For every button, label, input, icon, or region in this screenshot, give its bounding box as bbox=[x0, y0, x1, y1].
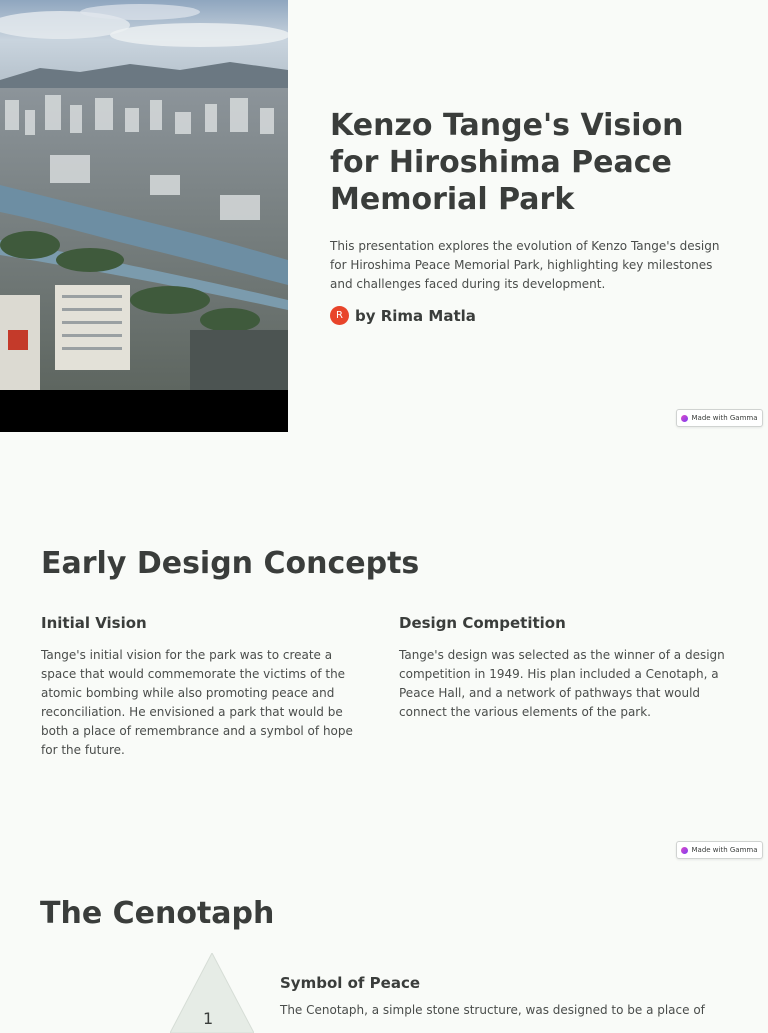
made-with-gamma-badge[interactable] bbox=[676, 841, 763, 859]
presentation-intro: This presentation explores the evolution of Kenzo Tange's design for Hiroshima Peace Memorial Park, highlighting key milestones and challenges faced during its development. bbox=[330, 239, 720, 291]
author-byline[interactable] bbox=[330, 306, 476, 325]
column-text-initial-vision: Tange's initial vision for the park was to create a space that would commemorate the victims of the atomic bombing while also promoting peace and reconciliation. He envisioned a park that would be both a place of remembrance and a symbol of hope for the future. bbox=[41, 648, 353, 757]
cenotaph-slide bbox=[0, 864, 768, 1028]
gamma-logo-icon bbox=[681, 847, 688, 854]
author-name: by Rima Matla bbox=[355, 306, 476, 325]
title-slide bbox=[0, 0, 768, 432]
presentation-title: Kenzo Tange's Vision for Hiroshima Peace Memorial Park bbox=[330, 108, 684, 217]
column-text-design-competition: Tange's design was selected as the winner of a design competition in 1949. His plan included a Cenotaph, a Peace Hall, and a network of pathways that would connect the various elements of the park. bbox=[399, 648, 725, 719]
column-title-design-competition: Design Competition bbox=[399, 614, 566, 632]
author-avatar-icon: R bbox=[330, 306, 349, 325]
step-number: 1 bbox=[203, 1009, 214, 1028]
item-title: Symbol of Peace bbox=[280, 974, 421, 992]
item-text: The Cenotaph, a simple stone structure, was designed to be a place of bbox=[280, 1003, 705, 1017]
gamma-logo-icon bbox=[681, 415, 688, 422]
early-design-slide bbox=[0, 432, 768, 864]
made-with-gamma-badge[interactable] bbox=[676, 409, 763, 427]
column-title-initial-vision: Initial Vision bbox=[41, 614, 147, 632]
slide-heading: The Cenotaph bbox=[40, 896, 275, 931]
badge-label: Made with Gamma bbox=[691, 414, 758, 422]
badge-label: Made with Gamma bbox=[691, 846, 758, 854]
hiroshima-city-photo bbox=[0, 0, 288, 432]
slide-heading: Early Design Concepts bbox=[41, 546, 420, 581]
